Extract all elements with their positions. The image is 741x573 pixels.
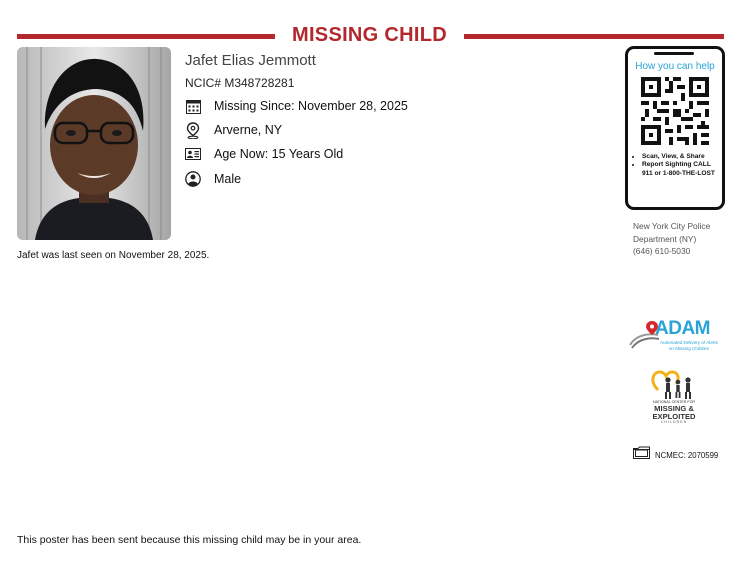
qr-code[interactable] xyxy=(641,77,709,150)
agency-name-line1: New York City Police xyxy=(633,221,711,231)
help-list xyxy=(628,153,722,178)
phone-notch xyxy=(654,52,694,55)
missing-since-row xyxy=(185,97,408,115)
adam-wordmark: ADAM xyxy=(655,318,710,339)
help-title: How you can help xyxy=(635,61,715,72)
location-text: Arverne, NY xyxy=(214,123,283,137)
adam-tagline-2: on Missing Children xyxy=(668,345,710,351)
agency-name-line2: Department (NY) xyxy=(633,233,697,244)
age-row xyxy=(185,145,343,163)
ncmec-logo xyxy=(648,368,700,428)
adam-tagline-1: Automated Delivery of Alerts xyxy=(660,340,718,345)
location-pin-icon xyxy=(185,122,201,138)
child-photo xyxy=(17,47,171,240)
person-icon xyxy=(185,171,201,187)
adam-logo xyxy=(628,318,720,354)
child-name: Jafet Elias Jemmott xyxy=(185,52,316,69)
adam-tagline xyxy=(658,340,720,351)
sex-text: Male xyxy=(214,172,242,186)
header-rule-right xyxy=(464,34,724,39)
calendar-icon xyxy=(185,98,201,114)
ncmec-line3: EXPLOITED xyxy=(652,411,696,421)
missing-since-text: Missing Since: November 28, 2025 xyxy=(214,99,408,113)
ncic-number: NCIC# M348728281 xyxy=(185,76,295,90)
poster-title: MISSING CHILD xyxy=(291,24,447,46)
ncmec-line1: NATIONAL CENTER FOR xyxy=(653,400,695,404)
agency-contact xyxy=(633,220,710,258)
last-seen-text: Jafet was last seen on November 28, 2025. xyxy=(17,250,210,261)
help-item-report: • Report Sighting CALL 911 or 1-800-THE-LOST xyxy=(642,161,720,178)
help-item-share: • Scan, View, & Share xyxy=(642,153,720,161)
ncmec-line2: MISSING & xyxy=(654,404,694,413)
footer-note: This poster has been sent because this missing child may be in your area. xyxy=(17,534,362,546)
case-number-row xyxy=(633,446,718,464)
location-row xyxy=(185,121,282,139)
sex-row xyxy=(185,170,241,188)
help-card xyxy=(625,46,725,210)
ncmec-case-number: NCMEC: 2070599 xyxy=(655,450,719,460)
ncmec-family-icon xyxy=(648,368,700,400)
id-card-icon xyxy=(185,146,201,162)
age-text: Age Now: 15 Years Old xyxy=(214,147,344,161)
agency-phone: (646) 610-5030 xyxy=(633,246,691,256)
header-rule-left xyxy=(17,34,275,39)
ncmec-wordmark xyxy=(648,405,700,420)
ncmec-line4: CHILDREN xyxy=(660,420,688,424)
folder-icon xyxy=(633,446,650,464)
